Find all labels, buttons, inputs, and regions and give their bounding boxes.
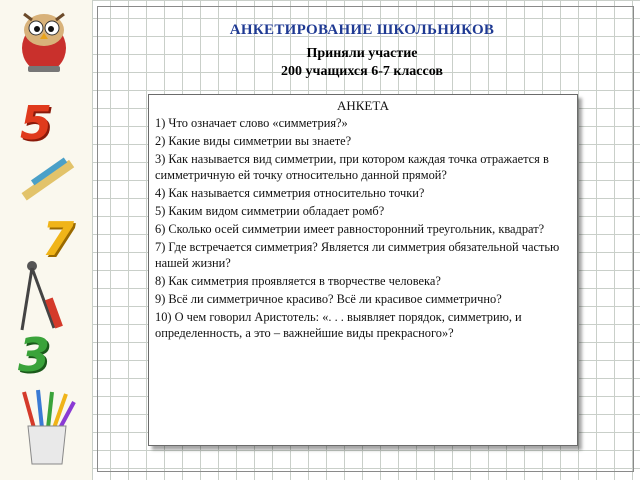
- survey-question: 1) Что означает слово «симметрия?»: [155, 116, 348, 130]
- participation-label: Приняли участие: [306, 46, 418, 61]
- survey-question: 9) Всё ли симметричное красиво? Всё ли красивое симметрично?: [155, 292, 502, 306]
- survey-question: 6) Сколько осей симметрии имеет равносторонний треугольник, квадрат?: [155, 222, 545, 236]
- pencil-cup-icon: [14, 388, 80, 468]
- decorative-sidebar: [0, 0, 92, 480]
- owl-character-icon: [8, 4, 80, 76]
- survey-question: 5) Каким видом симметрии обладает ромб?: [155, 204, 385, 218]
- survey-question: 10) О чем говорил Аристотель: «. . . выявляет порядок, симметрию, и определенность, а это – важнейшие виды прекрасного»?: [155, 310, 522, 340]
- survey-box: [148, 94, 578, 446]
- digit-three: 3: [18, 328, 51, 382]
- page-title: АНКЕТИРОВАНИЕ ШКОЛЬНИКОВ: [229, 22, 495, 38]
- survey-question: 4) Как называется симметрия относительно точки?: [155, 186, 425, 200]
- survey-question: 8) Как симметрия проявляется в творчестве человека?: [155, 274, 441, 288]
- survey-question: 3) Как называется вид симметрии, при котором каждая точка отражается в симметричную ей точку относительно данной прямой?: [155, 152, 549, 182]
- digit-five: 5: [20, 96, 53, 150]
- survey-question: 7) Где встречается симметрия? Является ли симметрия обязательной частью нашей жизни?: [155, 240, 560, 270]
- digit-seven: 7: [42, 212, 75, 266]
- participants-count: 200 учащихся 6-7 классов: [281, 64, 443, 79]
- survey-question: 2) Какие виды симметрии вы знаете?: [155, 134, 352, 148]
- pencil-icon: [14, 150, 84, 210]
- compass-icon: [10, 258, 80, 338]
- survey-title: АНКЕТА: [336, 98, 390, 113]
